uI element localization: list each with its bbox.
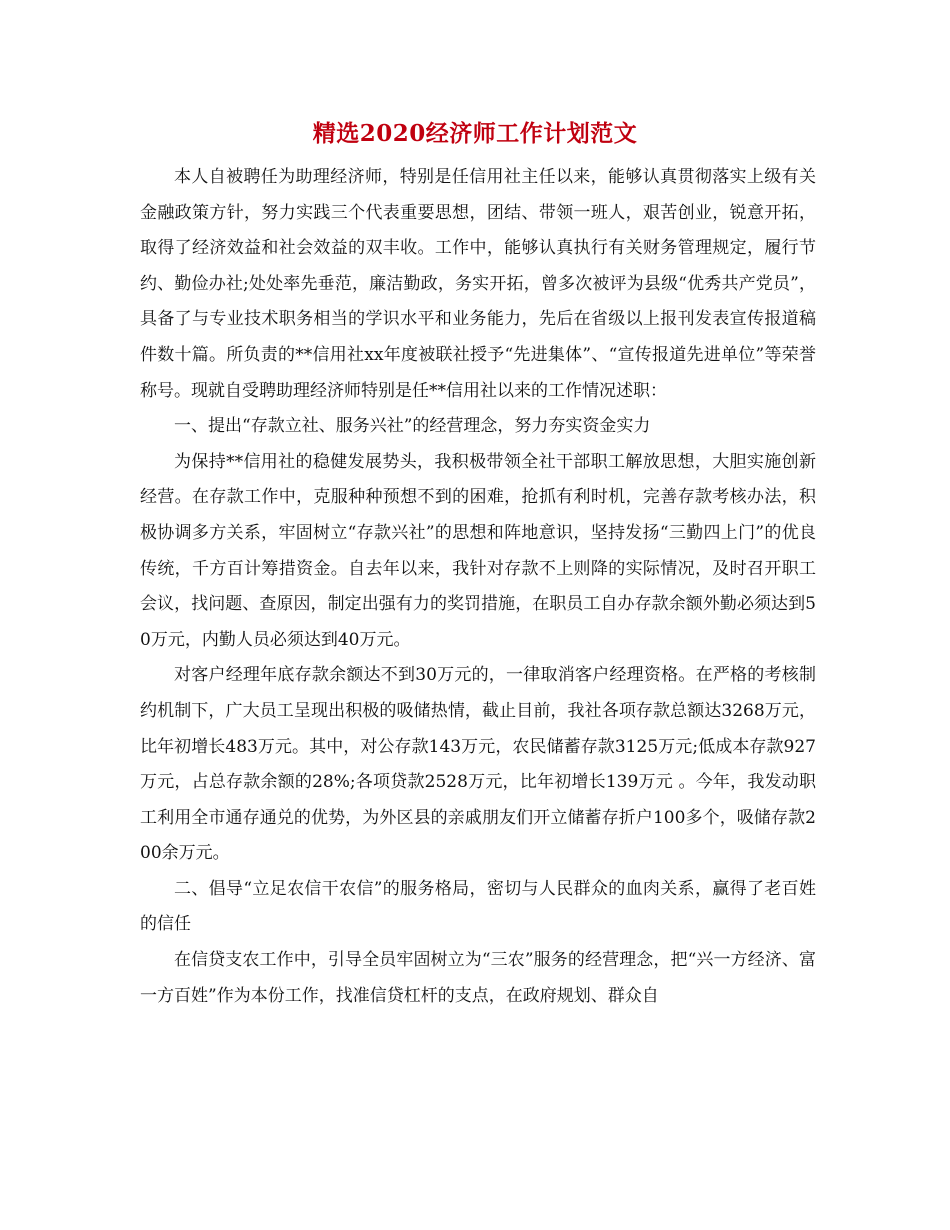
paragraph-deposit-work: 为保持**信用社的稳健发展势头，我积极带领全社干部职工解放思想，大胆实施创新经营。在存款工作中，克服种种预想不到的困难，抢抓有利时机，完善存款考核办法，积极协调多方关系，牢固树立“存款兴社”的思想和阵地意识，坚持发扬“三勤四上门”的优良传统，千方百计筹措资金。自去年以来，我针对存款不上则降的实际情况，及时召开职工会议，找问题、查原因，制定出强有力的奖罚措施，在职员工自办存款余额外勤必须达到50万元，内勤人员必须达到40万元。 — [140, 451, 816, 650]
document-title: 精选2020经济师工作计划范文 — [312, 120, 638, 147]
section-heading-1: 一、提出“存款立社、服务兴社”的经营理念，努力夯实资金实力 — [174, 416, 651, 437]
paragraph-credit-support: 在信贷支农工作中，引导全员牢固树立为“三农”服务的经营理念，把“兴一方经济、富一方百姓”作为本份工作，找准信贷杠杆的支点，在政府规划、群众自 — [140, 950, 816, 1006]
paragraph-deposit-results: 对客户经理年底存款余额达不到30万元的，一律取消客户经理资格。在严格的考核制约机制下，广大员工呈现出积极的吸储热情，截止目前，我社各项存款总额达3268万元，比年初增长483万元。其中，对公存款143万元，农民储蓄存款3125万元;低成本存款927万元，占总存款余额的28%;各项贷款2528万元，比年初增长139万元 。今年，我发动职工利用全市通存通兑的优势，为外区县的亲戚朋友们开立储蓄存折户100多个，吸储存款200余万元。 — [140, 665, 816, 864]
section-heading-2: 二、倡导“立足农信干农信”的服务格局，密切与人民群众的血肉关系，赢得了老百姓的信任 — [140, 878, 816, 935]
document-body — [140, 160, 816, 1014]
paragraph-intro: 本人自被聘任为助理经济师，特别是任信用社主任以来，能够认真贯彻落实上级有关金融政策方针，努力实践三个代表重要思想，团结、带领一班人，艰苦创业，锐意开拓，取得了经济效益和社会效益的双丰收。工作中，能够认真执行有关财务管理规定，履行节约、勤俭办社;处处率先垂范，廉洁勤政，务实开拓，曾多次被评为县级“优秀共产党员”，具备了与专业技术职务相当的学识水平和业务能力，先后在省级以上报刊发表宣传报道稿件数十篇。所负责的**信用社xx年度被联社授予“先进集体”、“宣传报道先进单位”等荣誉称号。现就自受聘助理经济师特别是任**信用社以来的工作情况述职： — [140, 167, 816, 401]
